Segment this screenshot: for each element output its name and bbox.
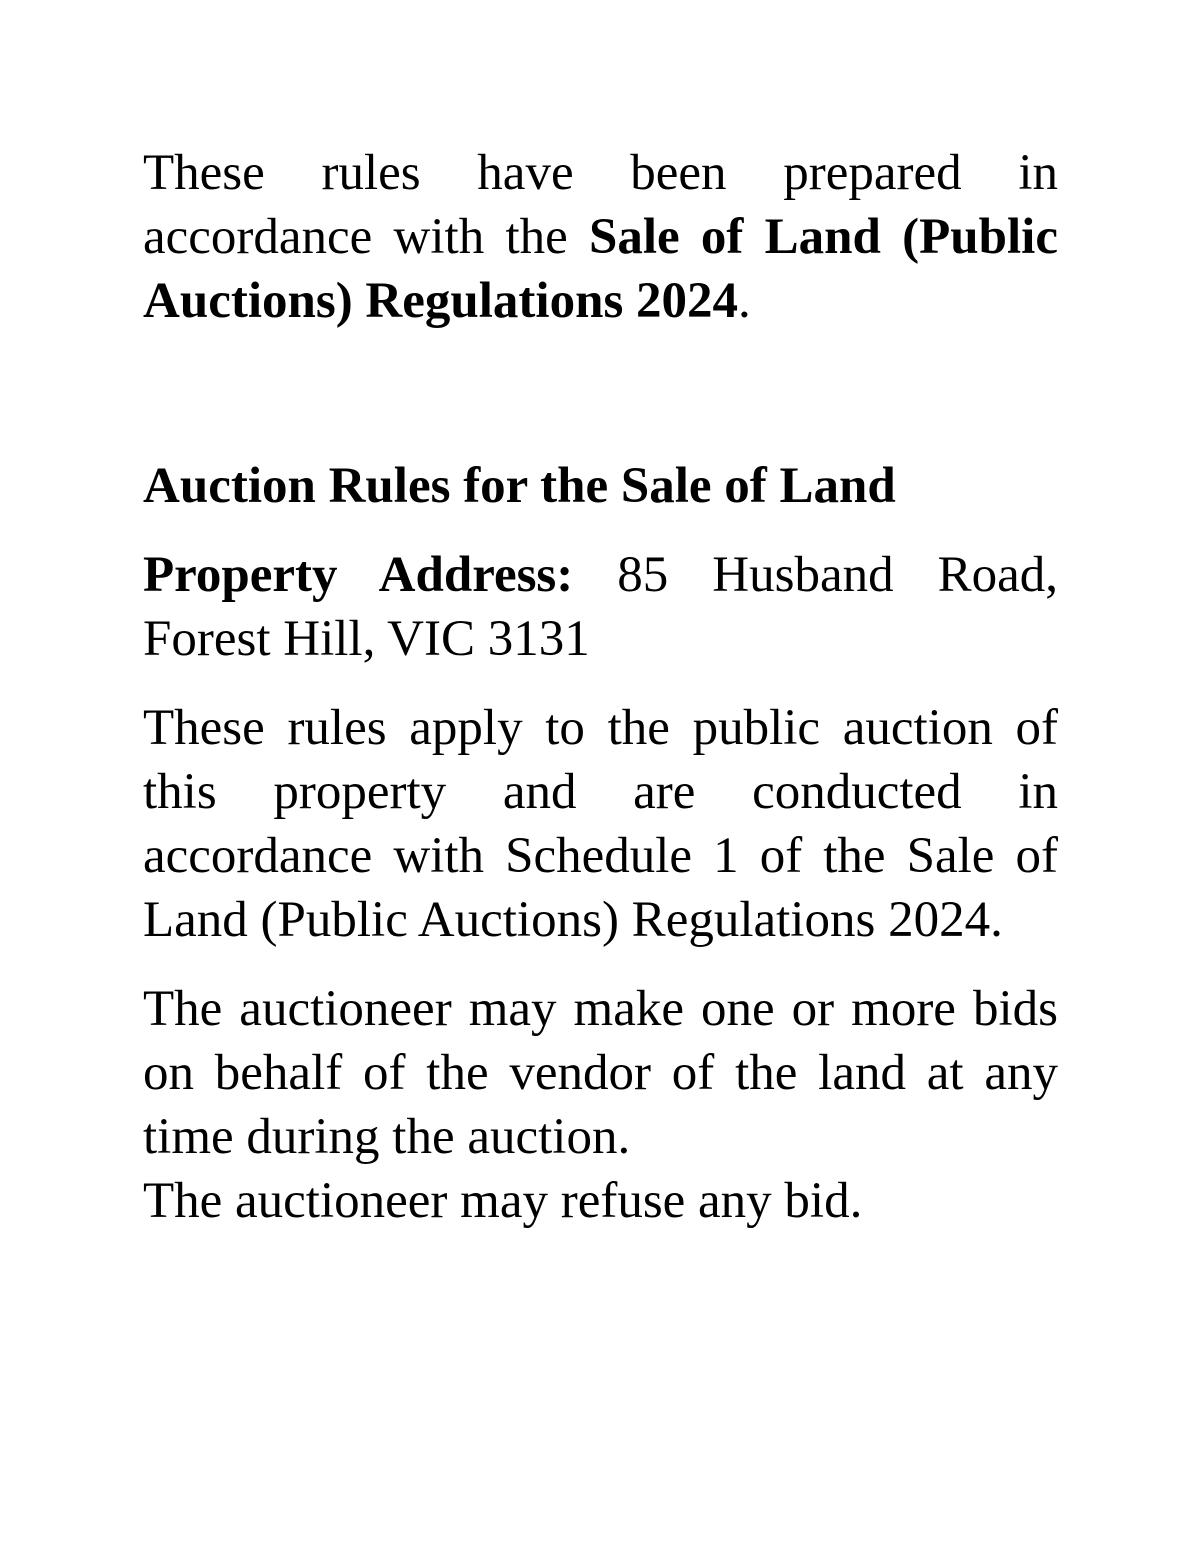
document-body [143,141,1058,1233]
intro-period: . [738,273,751,329]
rules-apply-paragraph: These rules apply to the public auction of this property and are conducted in accordance with Schedule 1 of the Sale of Land (Public Auctions) Regulations 2024. [143,700,1058,948]
regulation-name: Sale of Land (Public Auctions) Regulations 2024 [143,209,1058,329]
document-title: Auction Rules for the Sale of Land [143,458,896,514]
vendor-bids-paragraph: The auctioneer may make one or more bids on behalf of the vendor of the land at any time during the auction. [143,981,1058,1165]
refuse-bid-paragraph: The auctioneer may refuse any bid. [143,1173,863,1229]
property-address-label: Property Address: [143,547,574,603]
intro-text: These rules have been prepared in accordance with the [143,145,1058,265]
property-address-paragraph [143,543,1058,671]
property-address-value: 85 Husband Road, Forest Hill, VIC 3131 [143,547,1058,667]
intro-paragraph [143,141,1058,333]
